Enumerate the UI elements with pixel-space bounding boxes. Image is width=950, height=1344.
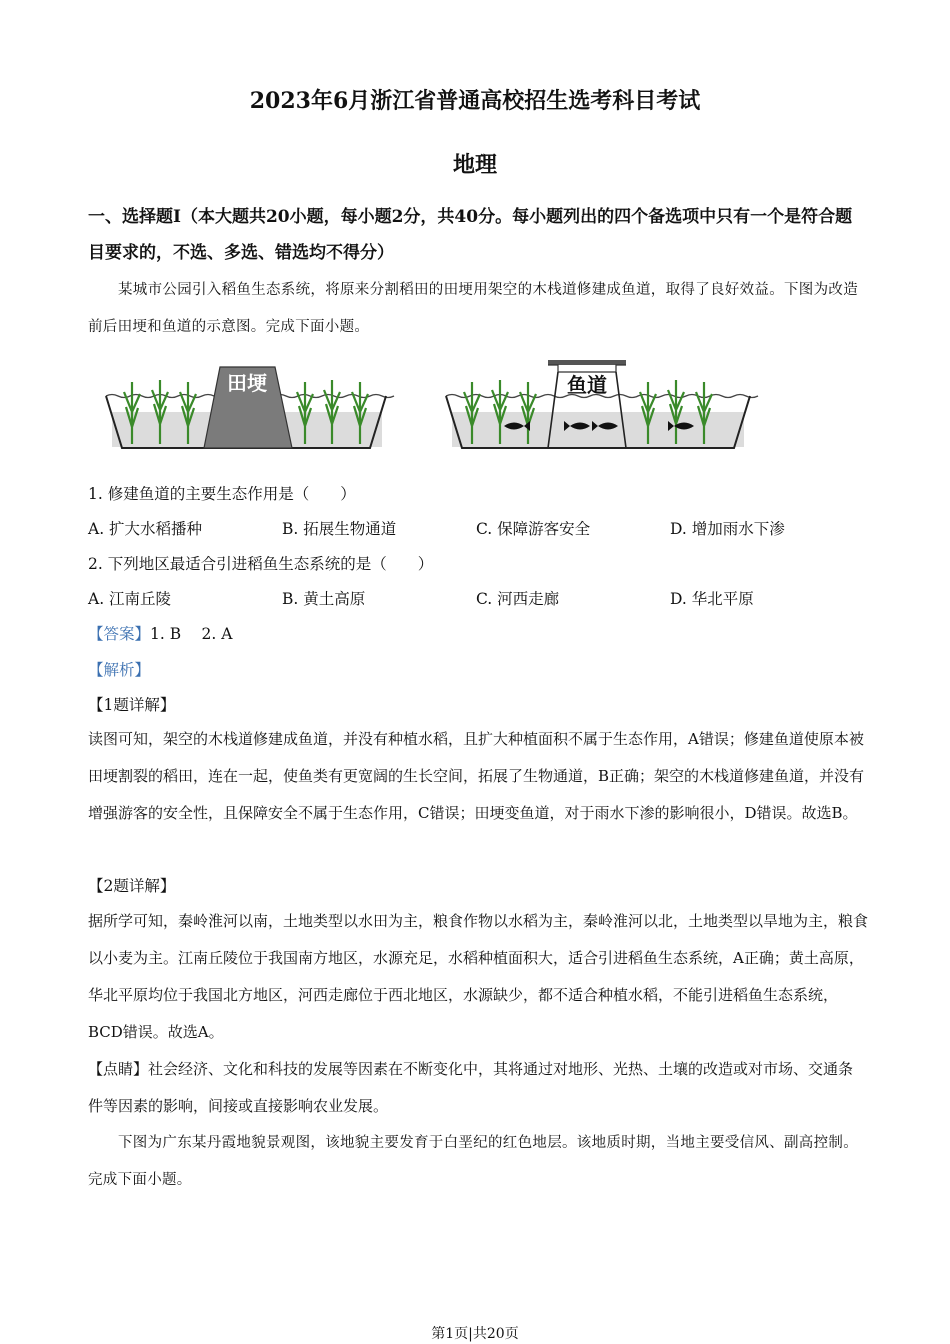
question-2-options [88, 582, 878, 616]
q1-option-b[interactable]: B. 拓展生物通道 [282, 520, 397, 538]
note-label: 【点睛】 [88, 1060, 149, 1078]
question-2-stem: 2. 下列地区最适合引进稻鱼生态系统的是（ ） [88, 555, 434, 573]
q2-option-c[interactable]: C. 河西走廊 [476, 590, 560, 608]
section-heading: 一、选择题Ⅰ（本大题共20小题，每小题2分，共40分。每小题列出的四个备选项中只有一个是符合题目要求的，不选、多选、错选均不得分） [88, 207, 853, 263]
ridge-label: 田埂 [227, 371, 267, 395]
rice-fish-diagram [100, 352, 800, 462]
answer-text: 1. B 2. A [150, 625, 233, 643]
analysis-label: 【解析】 [88, 661, 151, 679]
q2-option-d[interactable]: D. 华北平原 [670, 590, 754, 608]
detail-1-label: 【1题详解】 [88, 696, 176, 714]
intro-paragraph: 某城市公园引入稻鱼生态系统，将原来分割稻田的田埂用架空的木栈道修建成鱼道，取得了良好效益。下图为改造前后田埂和鱼道的示意图。完成下面小题。 [88, 282, 858, 335]
detail-1-text: 读图可知，架空的木栈道修建成鱼道，并没有种植水稻，且扩大种植面积不属于生态作用，A错误；修建鱼道使原本被田埂割裂的稻田，连在一起，使鱼类有更宽阔的生长空间，拓展了生物通道，B正确；架空的木栈道修建鱼道，并没有增强游客的安全性，且保障安全不属于生态作用，C错误；田埂变鱼道，对于雨水下渗的影响很小，D错误。故选B。 [88, 730, 865, 822]
exam-title: 2023年6月浙江省普通高校招生选考科目考试 [249, 88, 701, 114]
question-1-stem: 1. 修建鱼道的主要生态作用是（ ） [88, 485, 356, 503]
answer-line [88, 617, 232, 651]
note-paragraph [88, 1051, 868, 1125]
q2-option-b[interactable]: B. 黄土高原 [282, 590, 366, 608]
after-diagram [446, 360, 758, 448]
detail-2-text: 据所学可知，秦岭淮河以南，土地类型以水田为主，粮食作物以水稻为主，秦岭淮河以北，土地类型以旱地为主，粮食以小麦为主。江南丘陵位于我国南方地区，水源充足，水稻种植面积大，适合引进稻鱼生态系统，A正确；黄土高原，华北平原均位于我国北方地区，河西走廊位于西北地区，水源缺少，都不适合种植水稻，不能引进稻鱼生态系统，BCD错误。故选A。 [88, 912, 869, 1041]
page-footer: 第1页|共20页 [431, 1326, 519, 1342]
channel-label: 鱼道 [567, 373, 607, 397]
q2-option-a[interactable]: A. 江南丘陵 [88, 590, 172, 608]
intro-paragraph-2: 下图为广东某丹霞地貌景观图，该地貌主要发育于白垩纪的红色地层。该地质时期，当地主要受信风、副高控制。完成下面小题。 [88, 1135, 858, 1188]
q1-option-d[interactable]: D. 增加雨水下渗 [670, 520, 785, 538]
before-diagram [106, 367, 394, 448]
subject-title: 地理 [452, 152, 497, 178]
q1-option-a[interactable]: A. 扩大水稻播种 [88, 520, 203, 538]
note-text: 社会经济、文化和科技的发展等因素在不断变化中，其将通过对地形、光热、土壤的改造或对市场、交通条件等因素的影响，间接或直接影响农业发展。 [88, 1060, 854, 1115]
q1-option-c[interactable]: C. 保障游客安全 [476, 520, 591, 538]
detail-2-label: 【2题详解】 [88, 877, 176, 895]
answer-label: 【答案】 [88, 625, 151, 643]
question-1-options [88, 512, 878, 546]
